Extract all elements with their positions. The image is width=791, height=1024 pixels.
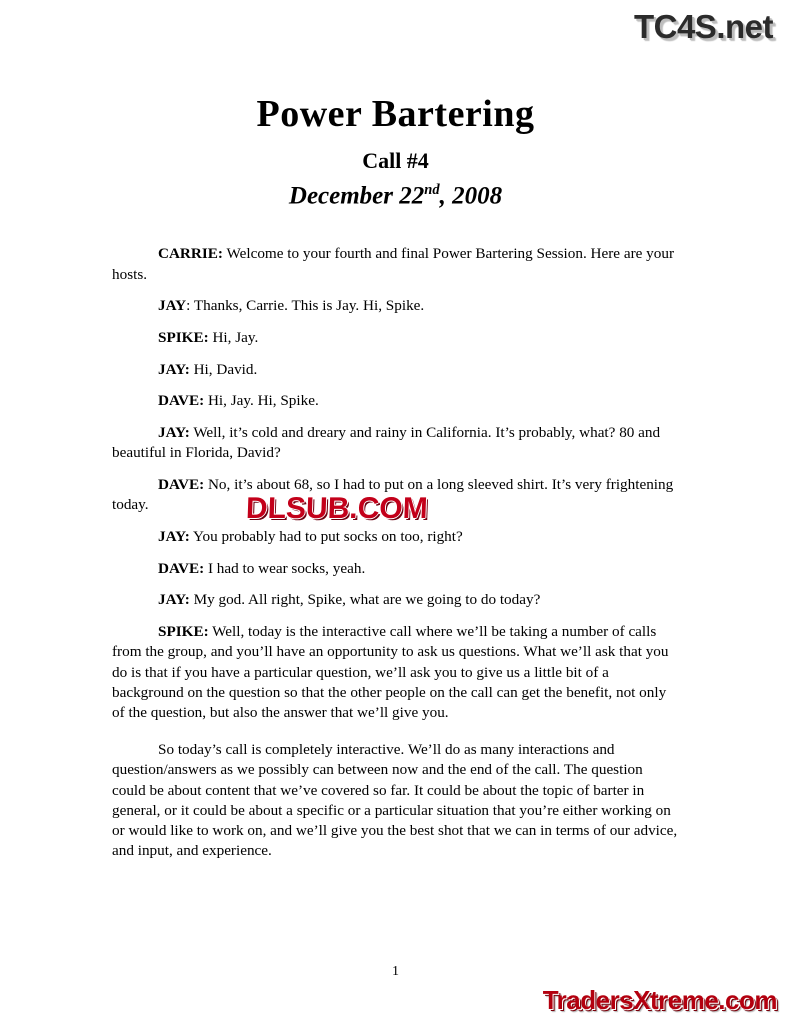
page-subtitle: Call #4 (362, 148, 429, 173)
transcript-paragraph (112, 360, 679, 380)
speaker-label: DAVE: (158, 476, 205, 494)
transcript-paragraph (112, 391, 679, 411)
watermark-top-right: TC4S.net (633, 8, 773, 45)
transcript-paragraph (112, 244, 679, 284)
transcript-paragraph (112, 423, 679, 463)
speaker-text: Welcome to your fourth and final Power Bartering Session. Here are your hosts. (112, 245, 675, 283)
transcript-paragraph (112, 590, 679, 610)
speaker-text: Hi, David. (189, 360, 258, 378)
speaker-text: Hi, Jay. Hi, Spike. (204, 392, 319, 410)
transcript-paragraph (112, 527, 679, 547)
page-title: Power Bartering (256, 93, 535, 135)
transcript-paragraph (112, 740, 679, 861)
speaker-text: No, it’s about 68, so I had to put on a long sleeved shirt. It’s very frightening today. (112, 476, 674, 514)
date-ordinal-suffix: nd (424, 182, 440, 198)
speaker-label: CARRIE: (158, 245, 223, 263)
transcript-body (112, 244, 679, 861)
speaker-label: SPIKE: (158, 328, 209, 346)
speaker-label: SPIKE: (158, 623, 209, 641)
speaker-label: DAVE: (158, 559, 205, 577)
transcript-paragraph (112, 296, 679, 316)
transcript-paragraph (112, 622, 679, 723)
speaker-text: So today’s call is completely interactive. We’ll do as many interactions and question/answers as we possibly can between now and the end of the call. The question could be about content that we’ve covered so far. It could be about the topic of barter in general, or it could be about a specific or a particular situation that you’re either working on or would like to work on, and we’ll give you the best shot that we can in terms of our advice, and input, and experience. (112, 741, 678, 860)
speaker-text: I had to wear socks, yeah. (204, 559, 366, 577)
watermark-center-stamp: DLSUB.COM (245, 492, 429, 525)
page-number: 1 (392, 964, 399, 979)
watermark-bottom-right: TradersXtreme.com (542, 985, 777, 1015)
speaker-label: JAY: (158, 424, 190, 442)
speaker-label: DAVE: (158, 392, 205, 410)
speaker-text: You probably had to put socks on too, right? (189, 528, 463, 546)
speaker-text: Well, today is the interactive call where we’ll be taking a number of calls from the group, and you’ll have an opportunity to ask us questions. What we’ll ask that you do is that if you have a particular question, we’ll ask you to give us a little bit of a background on the question so that the other people on the call can get the benefit, not only of the question, but also the answer that we’ll give you. (112, 623, 669, 722)
transcript-paragraph (112, 559, 679, 579)
speaker-label: JAY: (158, 528, 190, 546)
speaker-label: JAY: (158, 360, 190, 378)
speaker-text: Hi, Jay. (208, 328, 259, 346)
speaker-text: My god. All right, Spike, what are we going to do today? (189, 591, 541, 609)
page-date (0, 182, 791, 210)
date-main: December 22 (288, 182, 425, 210)
speaker-text: : Thanks, Carrie. This is Jay. Hi, Spike. (186, 297, 425, 315)
speaker-label: JAY: (158, 591, 190, 609)
speaker-text: Well, it’s cold and dreary and rainy in California. It’s probably, what? 80 and beautiful in Florida, David? (112, 424, 661, 462)
date-tail: , 2008 (439, 182, 503, 210)
transcript-paragraph (112, 328, 679, 348)
speaker-label: JAY (158, 297, 187, 315)
